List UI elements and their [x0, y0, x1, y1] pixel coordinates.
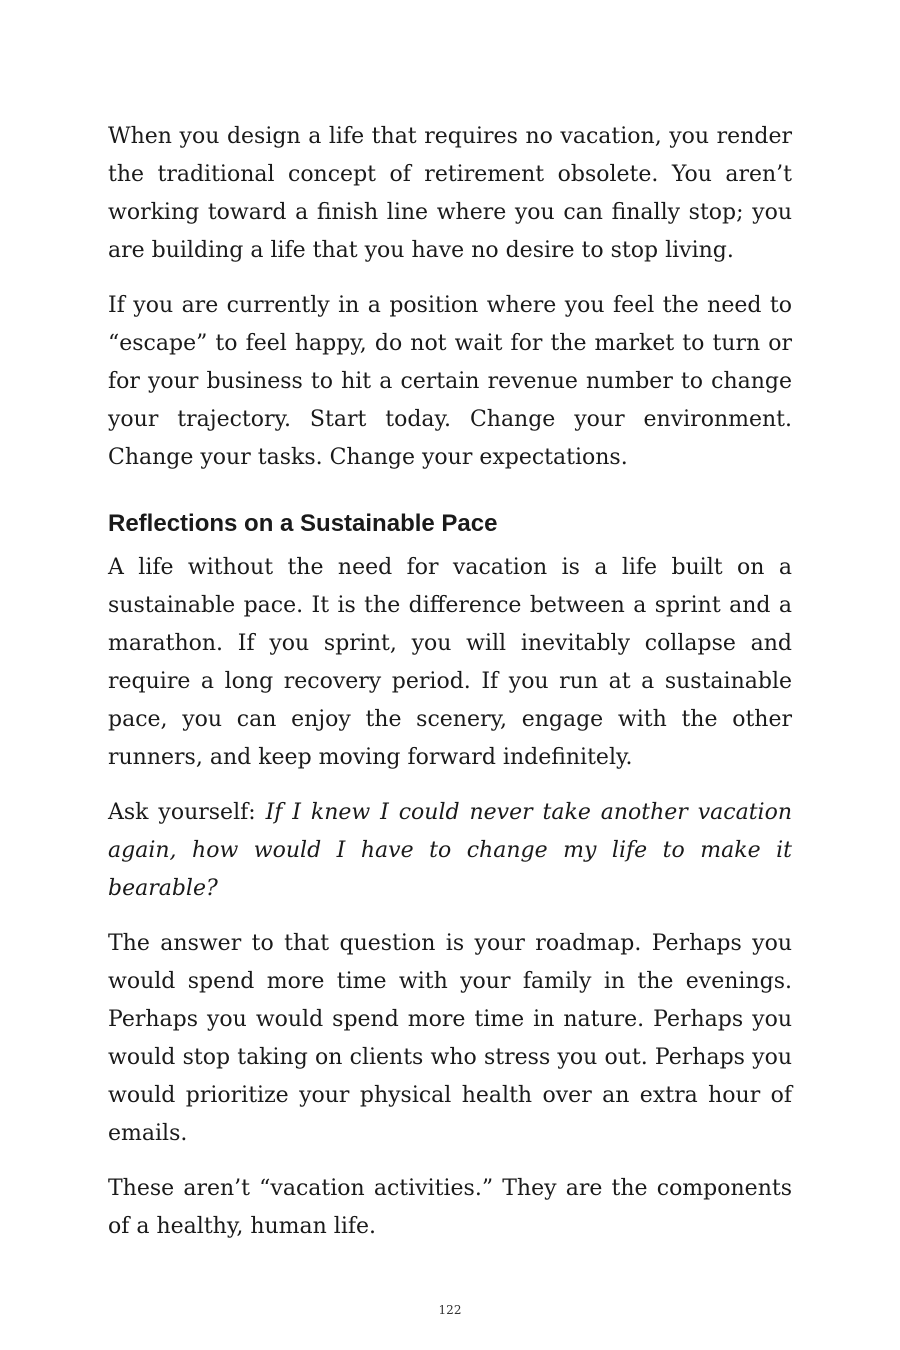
ask-yourself-lead: Ask yourself: [108, 800, 266, 825]
page-number: 122 [438, 1303, 462, 1317]
section-heading: Reflections on a Sustainable Pace [108, 510, 498, 537]
paragraph-sustainable-pace: A life without the need for vacation is a life built on a sustainable pace. It is the difference between a sprint and a marathon. If you sprint, you will inevitably collapse and require a long recovery period. If you run at a sustainable pace, you can enjoy the scenery, engage with the other runners, and keep moving forward indefinitely. [108, 555, 792, 770]
paragraph-roadmap: The answer to that question is your roadmap. Perhaps you would spend more time with your family in the evenings. Perhaps you would spend more time in nature. Perhaps you would stop taking on clients who stress you out. Perhaps you would prioritize your physical health over an extra hour of emails. [108, 931, 792, 1146]
paragraph-escape: If you are currently in a position where you feel the need to “escape” to feel happy, do not wait for the market to turn or for your business to hit a certain revenue number to change your trajectory. Start today. Change your environment. Change your tasks. Change your expectations. [108, 293, 792, 470]
paragraph-components: These aren’t “vacation activities.” They are the components of a healthy, human life. [108, 1176, 792, 1239]
paragraph-retirement: When you design a life that requires no vacation, you render the traditional concept of retirement obsolete. You aren’t working toward a finish line where you can finally stop; you are building a life that you have no desire to stop living. [108, 124, 792, 263]
page-body [108, 118, 792, 1263]
ask-yourself-question: If I knew I could never take another vacation again, how would I have to change my life to make it bearable? [108, 800, 792, 901]
paragraph-ask-yourself [108, 794, 792, 908]
